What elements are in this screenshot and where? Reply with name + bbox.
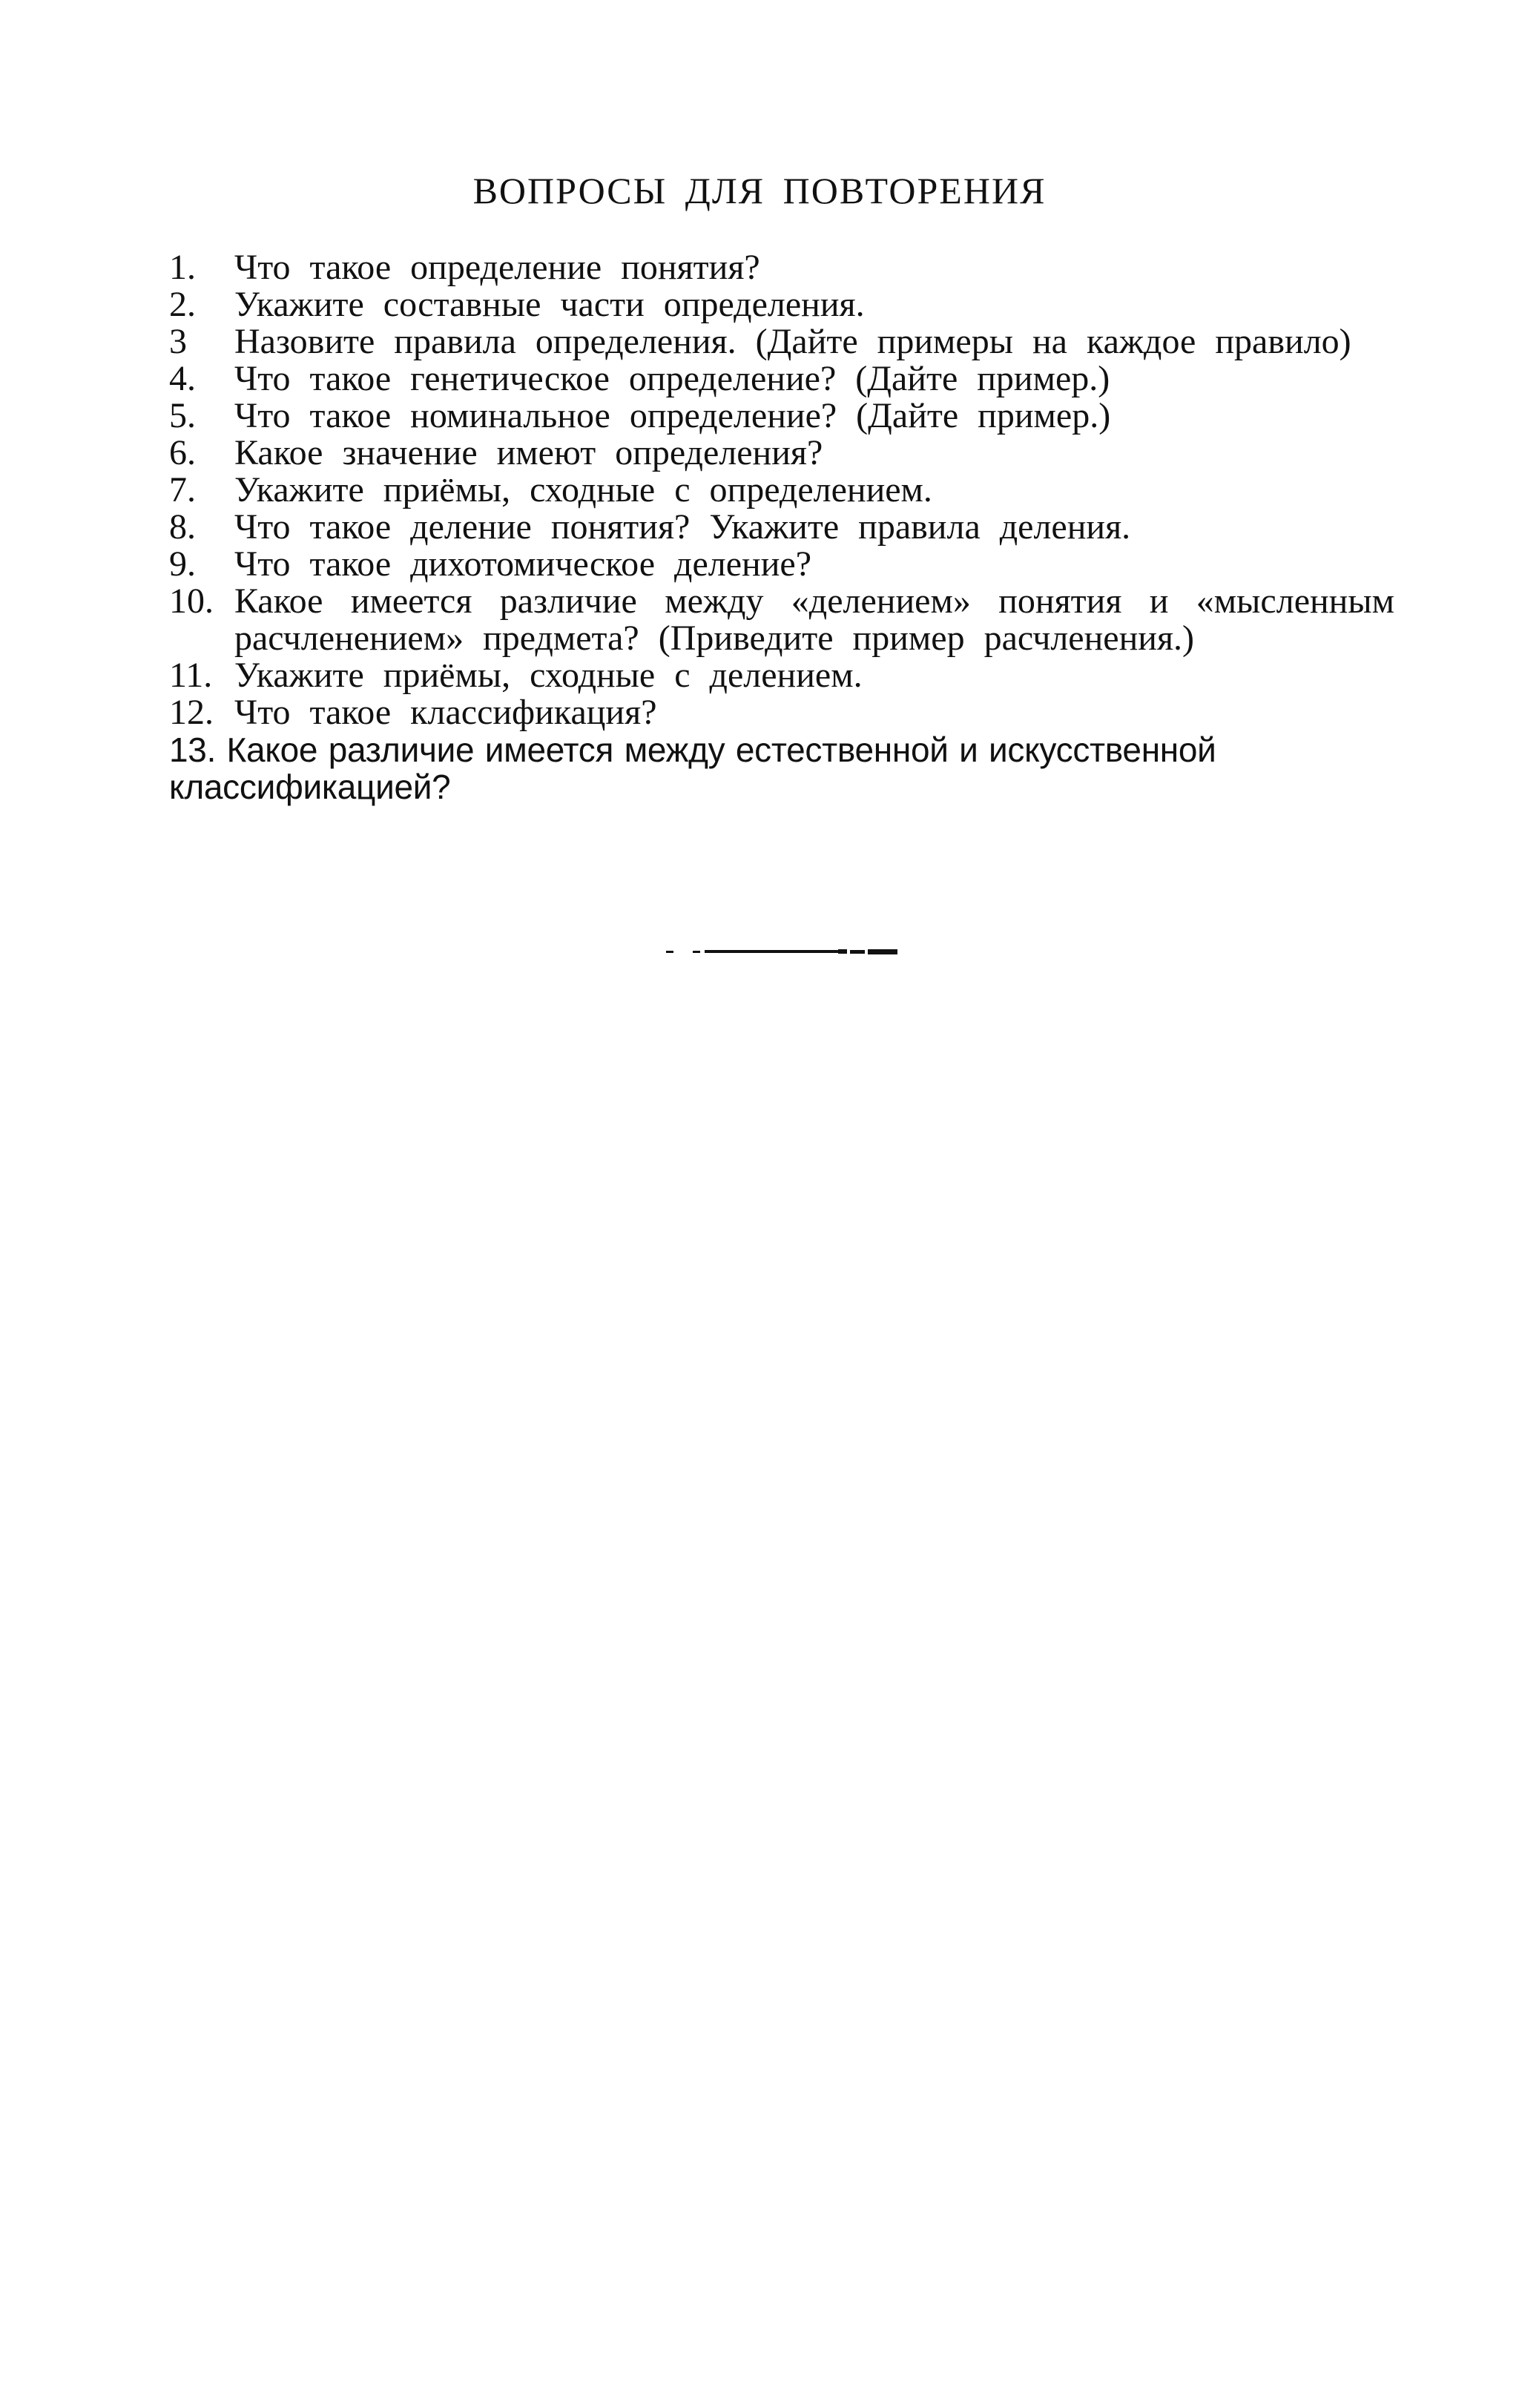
question-item	[169, 323, 1394, 360]
question-item	[169, 509, 1394, 546]
question-text: Что такое классификация?	[234, 693, 657, 732]
question-text: Какое имеется различие между «делением» понятия и «мысленным расчленением» предмета? (Приведите пример расчленения.)	[234, 581, 1394, 658]
question-item	[169, 360, 1394, 398]
question-text: Что такое деление понятия? Укажите правила деления.	[234, 507, 1131, 547]
question-number: 10.	[169, 581, 214, 621]
question-item	[169, 398, 1394, 435]
question-item	[169, 286, 1394, 323]
end-of-section-ornament	[666, 948, 897, 955]
question-item	[169, 472, 1394, 509]
question-number: 3	[169, 322, 187, 361]
question-text: Что такое генетическое определение? (Дайте пример.)	[234, 359, 1110, 398]
question-text: Что такое номинальное определение? (Дайте пример.)	[234, 396, 1111, 435]
question-number: 4.	[169, 359, 196, 398]
question-item	[169, 731, 1394, 805]
question-number: 6.	[169, 433, 196, 472]
question-item	[169, 249, 1394, 286]
question-item	[169, 657, 1394, 694]
question-number: 1.	[169, 248, 196, 287]
review-questions-list	[169, 249, 1394, 805]
question-number: 13.	[169, 730, 217, 769]
question-number: 7.	[169, 470, 196, 509]
question-text: Назовите правила определения. (Дайте примеры на каждое правило)	[234, 322, 1351, 361]
question-text: Укажите приёмы, сходные с определением.	[234, 470, 932, 509]
question-text: Какое значение имеют определения?	[234, 433, 823, 472]
question-number: 11.	[169, 656, 213, 695]
question-item	[169, 435, 1394, 472]
question-number: 8.	[169, 507, 196, 547]
question-item	[169, 546, 1394, 583]
question-text: Укажите составные части определения.	[234, 285, 865, 324]
question-number: 9.	[169, 544, 196, 584]
question-text: Что такое определение понятия?	[234, 248, 760, 287]
question-text: Что такое дихотомическое деление?	[234, 544, 812, 584]
question-number: 12.	[169, 693, 214, 732]
section-title: ВОПРОСЫ ДЛЯ ПОВТОРЕНИЯ	[472, 170, 1047, 211]
question-text: Какое различие имеется между естественной и искусственной классификацией?	[169, 730, 1216, 806]
question-text: Укажите приёмы, сходные с делением.	[234, 656, 863, 695]
question-item	[169, 583, 1394, 657]
question-number: 2.	[169, 285, 196, 324]
question-item	[169, 694, 1394, 731]
question-number: 5.	[169, 396, 196, 435]
